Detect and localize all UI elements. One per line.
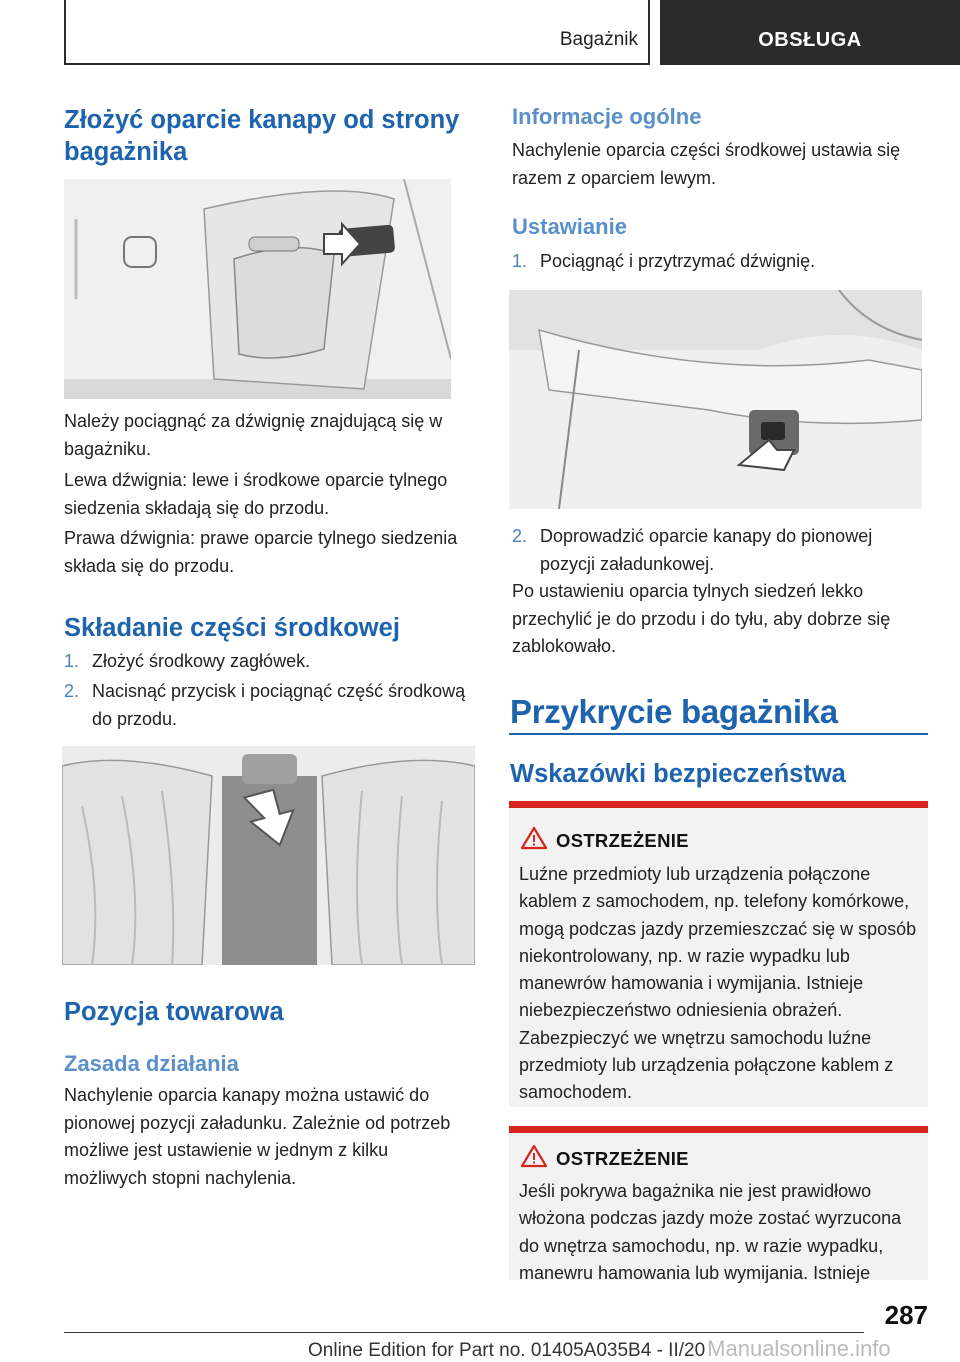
step-adjust-1 xyxy=(512,248,928,276)
header-box xyxy=(64,0,650,65)
rear-seat-middle-section-illustration xyxy=(62,746,475,965)
heading-safety-notes: Wskazówki bezpieczeństwa xyxy=(510,760,846,788)
warning-box-1 xyxy=(509,801,928,1107)
header-chapter-tab xyxy=(660,0,960,65)
warning-text: Luźne przedmioty lub urządzenia połączone kablem z samochodem, np. telefony komórkowe, mogą podczas jazdy przemieszczać się w sposób niekontrolowany, np. w razie wypadku lub manewrów hamowania i wymijania. Istnieje niebezpieczeństwo odniesienia obrażeń. Zabezpieczyć we wnętrzu samochodu luźne przedmioty lub urządzenia połączone kablem z samochodem. xyxy=(519,864,917,1103)
paragraph-right-lever: Prawa dźwignia: prawe oparcie tylnego siedzenia składa się do przodu. xyxy=(64,528,458,576)
heading-cargo-position: Pozycja towarowa xyxy=(64,998,284,1026)
subheading-principle: Zasada działania xyxy=(64,1051,239,1076)
step-number: 2. xyxy=(512,526,528,546)
step-text: Pociągnąć i przytrzymać dźwignię. xyxy=(540,251,816,271)
step-middle-1 xyxy=(64,648,476,676)
footer-rule xyxy=(64,1332,864,1333)
warning-triangle-icon xyxy=(521,1144,547,1168)
step-number: 1. xyxy=(64,651,80,671)
paragraph-left-lever: Lewa dźwignia: lewe i środkowe oparcie tylnego siedzenia składają się do przodu. xyxy=(64,470,448,518)
footer-edition xyxy=(308,1336,891,1362)
warning-bar xyxy=(509,801,928,808)
heading-underline xyxy=(509,733,928,735)
warning-title: OSTRZEŻENIE xyxy=(556,830,689,851)
edition-text: Online Edition for Part no. 01405A035B4 - II/20 xyxy=(308,1340,706,1361)
warning-triangle-icon xyxy=(521,826,547,850)
header-chapter-label: OBSŁUGA xyxy=(758,29,862,51)
step-text: Złożyć środkowy zagłówek. xyxy=(92,651,311,671)
watermark-text: Manualsonline.info xyxy=(707,1336,891,1361)
page-number: 287 xyxy=(884,1300,928,1330)
warning-bar xyxy=(509,1126,928,1133)
subheading-general-info: Informacje ogólne xyxy=(512,104,702,129)
subheading-adjust: Ustawianie xyxy=(512,214,627,239)
paragraph-after-adjust: Po ustawieniu oparcia tylnych siedzeń lekko przechylić je do przodu i do tyłu, aby dobrze się zablokowało. xyxy=(512,581,891,656)
paragraph-pull-lever: Należy pociągnąć za dźwignię znajdującą się w bagażniku. xyxy=(64,411,443,459)
heading-luggage-cover: Przykrycie bagażnika xyxy=(510,693,838,730)
warning-box-2 xyxy=(509,1126,928,1283)
trunk-lever-illustration xyxy=(64,179,451,399)
heading-fold-from-trunk: Złożyć oparcie kanapy od strony bagażnika xyxy=(64,106,460,166)
step-middle-2 xyxy=(64,678,476,733)
step-number: 1. xyxy=(512,251,528,271)
step-adjust-2 xyxy=(512,523,928,578)
header-section-title: Bagażnik xyxy=(559,29,638,50)
heading-fold-middle: Składanie części środkowej xyxy=(64,614,400,642)
seat-lever-illustration xyxy=(509,290,922,509)
paragraph-general-info: Nachylenie oparcia części środkowej ustawia się razem z oparciem lewym. xyxy=(512,140,901,188)
warning-title: OSTRZEŻENIE xyxy=(556,1148,689,1169)
step-text: Doprowadzić oparcie kanapy do pionowej pozycji załadunkowej. xyxy=(540,526,873,574)
step-number: 2. xyxy=(64,681,80,701)
step-text: Nacisnąć przycisk i pociągnąć część środkową do przodu. xyxy=(92,681,466,729)
warning-text: Jeśli pokrywa bagażnika nie jest prawidłowo włożona podczas jazdy może zostać wyrzucona do wnętrza samochodu, np. w razie wypadku, manewru hamowania lub wymijania. Istnieje xyxy=(519,1181,902,1283)
paragraph-principle: Nachylenie oparcia kanapy można ustawić do pionowej pozycji załadunku. Zależnie od potrzeb możliwe jest ustawienie w jednym z kilku możliwych stopni nachylenia. xyxy=(64,1085,451,1188)
